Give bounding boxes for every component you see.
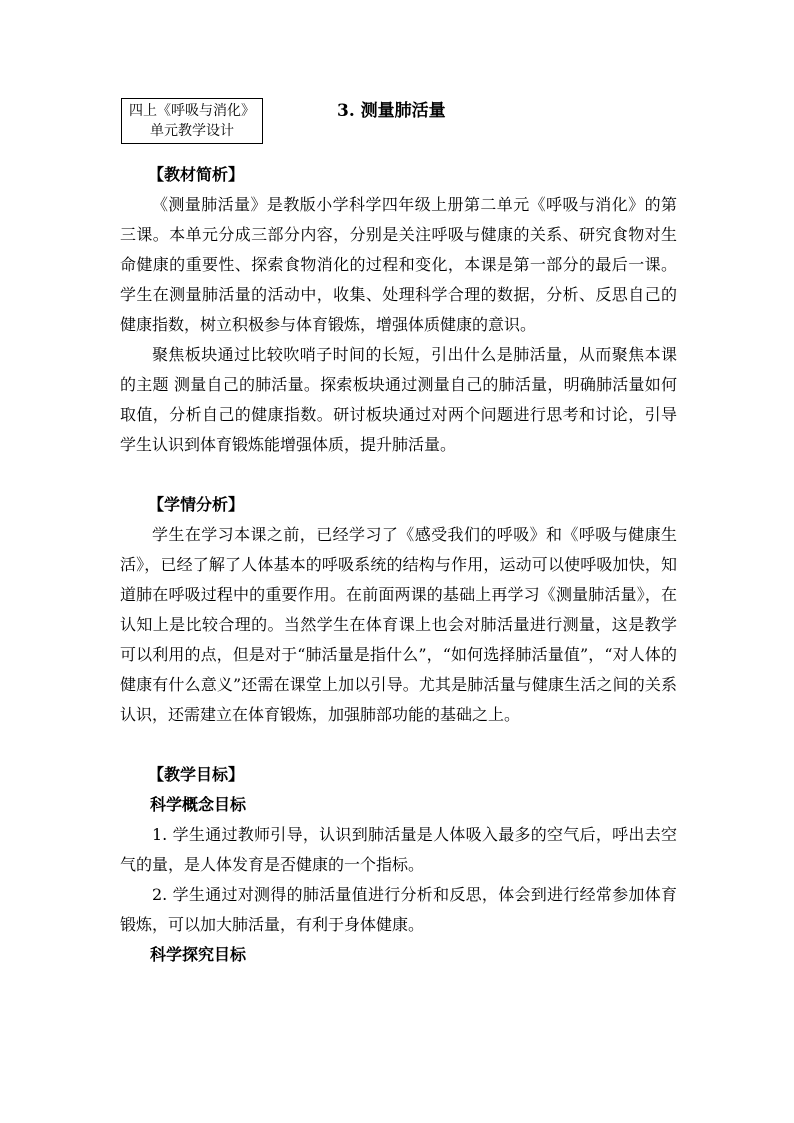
spacer xyxy=(120,730,677,760)
material-analysis-paragraph-2: 聚焦板块通过比较吹哨子时间的长短，引出什么是肺活量，从而聚焦本课的主题 测量自己的肺活量。探索板块通过测量自己的肺活量，明确肺活量如何取值，分析自己的健康指数。研讨板块通过对两个问题进行思考和讨论，引导学生认识到体育锻炼能增强体质，提升肺活量。 xyxy=(120,345,677,454)
unit-label-line1: 四上《呼吸与消化》 xyxy=(129,103,255,119)
section-heading-material-analysis: 【教材简析】 xyxy=(148,165,245,184)
inquiry-goals-heading: 科学探究目标 xyxy=(150,945,247,964)
spacer xyxy=(120,460,677,490)
concept-goal-item-1: 1. 学生通过教师引导，认识到肺活量是人体吸入最多的空气后，呼出去空气的量，是人体发育是否健康的一个指标。 xyxy=(120,825,677,874)
section-heading-teaching-goals: 【教学目标】 xyxy=(148,765,245,784)
unit-label-box xyxy=(121,98,263,144)
lesson-title: 3. 测量肺活量 xyxy=(337,101,446,121)
section-heading-student-analysis: 【学情分析】 xyxy=(148,495,245,514)
document-body xyxy=(120,160,677,970)
concept-goal-item-2: 2. 学生通过对测得的肺活量值进行分析和反思，体会到进行经常参加体育锻炼，可以加大肺活量，有利于身体健康。 xyxy=(120,885,677,934)
concept-goals-heading: 科学概念目标 xyxy=(150,795,247,814)
material-analysis-paragraph-1: 《测量肺活量》是教版小学科学四年级上册第二单元《呼吸与消化》的第三课。本单元分成三部分内容，分别是关注呼吸与健康的关系、研究食物对生命健康的重要性、探索食物消化的过程和变化，本课是第一部分的最后一课。学生在测量肺活量的活动中，收集、处理科学合理的数据，分析、反思自己的健康指数，树立积极参与体育锻炼，增强体质健康的意识。 xyxy=(120,195,677,334)
unit-label-line2: 单元教学设计 xyxy=(150,123,234,139)
student-analysis-paragraph-1: 学生在学习本课之前，已经学习了《感受我们的呼吸》和《呼吸与健康生活》，已经了解了人体基本的呼吸系统的结构与作用，运动可以使呼吸加快，知道肺在呼吸过程中的重要作用。在前面两课的基础上再学习《测量肺活量》，在认知上是比较合理的。当然学生在体育课上也会对肺活量进行测量，这是教学可以利用的点，但是对于“肺活量是指什么”，“如何选择肺活量值”，“对人体的健康有什么意义”还需在课堂上加以引导。尤其是肺活量与健康生活之间的关系认识，还需建立在体育锻炼，加强肺部功能的基础之上。 xyxy=(120,525,677,724)
